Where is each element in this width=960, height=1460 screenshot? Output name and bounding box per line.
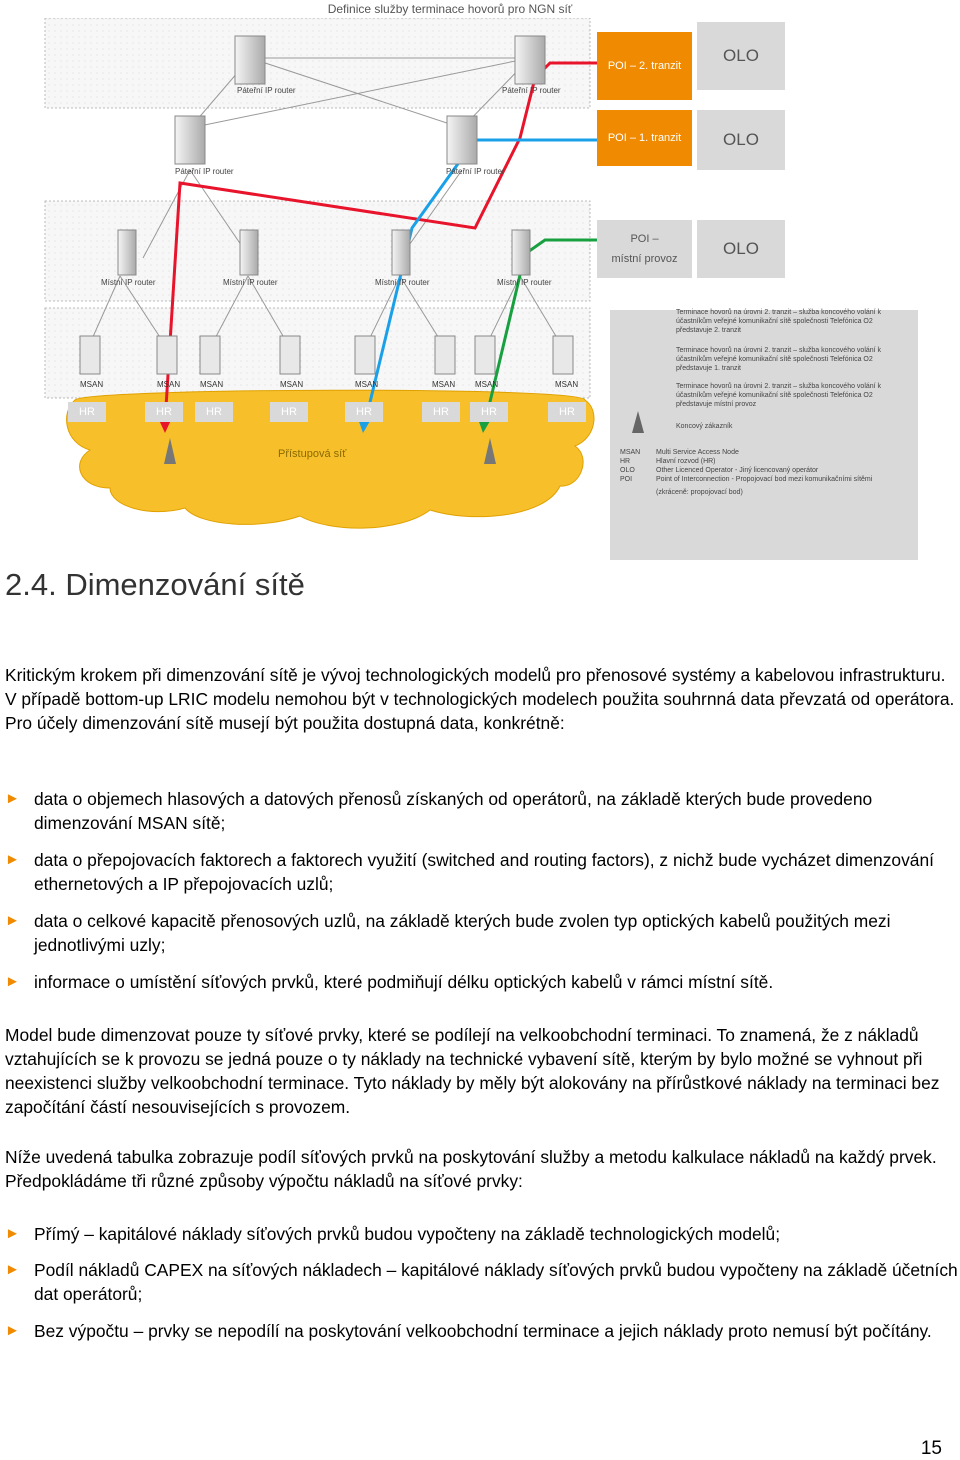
paragraph-1: Kritickým krokem při dimenzování sítě je vývoj technologických modelů pro přenosové systémy a kabelovou infrastrukturu. V případě bottom-up LRIC modelu nemohou být v technologických modelech použita souhrnná data převzatá od operátora. Pro účely dimenzování sítě musejí být použita dostupná data, konkrétně: (5, 665, 955, 733)
abbr-hr-meaning: Hlavní rozvod (HR) (656, 458, 716, 465)
core-router-label: Páteřní IP router (237, 86, 296, 95)
hr-box: HR (68, 402, 106, 422)
network-diagram (0, 18, 960, 548)
local-router-label: Místní IP router (375, 278, 430, 287)
hr-box: HR (470, 402, 508, 422)
hr-box: HR (270, 402, 308, 422)
list-item-text: data o celkové kapacitě přenosových uzlů, na základě kterých bude zvolen typ optických kabelů použitých mezi jednotlivými uzly; (34, 911, 891, 955)
abbr-poi-meaning: Point of Interconnection - Propojovací bod mezi komunikačními sítěmi (656, 476, 873, 483)
list-item-text: Podíl nákladů CAPEX na síťových nákladech – kapitálové náklady síťových prvků budou vypočteny na základě účetních dat operátorů; (34, 1260, 958, 1304)
bullet-arrow-icon: ► (5, 851, 20, 868)
core-router-label: Páteřní IP router (502, 86, 561, 95)
poi-2-transit-box: POI – 2. tranzit (597, 32, 692, 100)
olo-box: OLO (697, 22, 785, 90)
list-item-text: Bez výpočtu – prvky se nepodílí na poskytování velkoobchodní terminace a jejich náklady proto nemusí být počítány. (34, 1321, 932, 1341)
poi-1-transit-box: POI – 1. tranzit (597, 110, 692, 166)
msan-label: MSAN (555, 380, 579, 389)
core-router-label: Páteřní IP router (446, 167, 505, 176)
legend-item-red: Terminace hovorů na úrovni 2. tranzit – služba koncového volání k účastníkům veřejné komunikační sítě společnosti Telefónica O2 představuje 2. tranzit (676, 309, 882, 334)
legend-item-blue: Terminace hovorů na úrovni 2. tranzit – služba koncového volání k účastníkům veřejné komunikační sítě společnosti Telefónica O2 představuje 1. tranzit (676, 347, 882, 372)
hr-box: HR (145, 402, 183, 422)
abbr-msan: MSAN (620, 449, 641, 456)
bullet-arrow-icon: ► (5, 790, 20, 807)
olo-box: OLO (697, 220, 785, 278)
msan-label: MSAN (157, 380, 181, 389)
msan-label: MSAN (475, 380, 499, 389)
bullet-arrow-icon: ► (5, 912, 20, 929)
msan-label: MSAN (280, 380, 304, 389)
abbr-olo: OLO (620, 467, 635, 474)
abbr-msan-meaning: Multi Service Access Node (656, 449, 739, 456)
poi-local-line1: POI – (630, 233, 659, 245)
hr-box: HR (548, 402, 586, 422)
list-item-text: data o objemech hlasových a datových přenosů získaných od operátorů, na základě kterých bude provedeno dimenzování MSAN sítě; (34, 789, 873, 833)
end-customer-label: Koncový zákazník (676, 423, 733, 430)
core-router-label: Páteřní IP router (175, 167, 234, 176)
msan-label: MSAN (355, 380, 379, 389)
access-network-label: Přístupová síť (278, 448, 347, 460)
paragraph-3: Níže uvedená tabulka zobrazuje podíl síťových prvků na poskytování služby a metodu kalkulace nákladů na každý prvek. Předpokládáme tři různé způsoby výpočtu nákladů na síťové prvky: (5, 1147, 937, 1191)
msan-label: MSAN (432, 380, 456, 389)
local-router-label: Místní IP router (101, 278, 156, 287)
local-router-label: Místní IP router (223, 278, 278, 287)
local-router-label: Místní IP router (497, 278, 552, 287)
legend-item-green: Terminace hovorů na úrovni 2. tranzit – služba koncového volání k účastníkům veřejné komunikační sítě společnosti Telefónica O2 představuje místní provoz (676, 383, 882, 408)
page-header: Definice služby terminace hovorů pro NGN síť (327, 2, 573, 16)
hr-box: HR (422, 402, 460, 422)
bullet-arrow-icon: ► (5, 973, 20, 990)
abbr-poi: POI (620, 476, 633, 483)
msan-label: MSAN (200, 380, 224, 389)
bullet-arrow-icon: ► (5, 1261, 20, 1278)
paragraph-2: Model bude dimenzovat pouze ty síťové prvky, které se podílejí na velkoobchodní terminaci. To znamená, že z nákladů vztahujících se k provozu se jedná pouze o ty náklady na technické vybavení sítě, kterým by bylo možné se vyhnout při neexistenci služby velkoobchodní terminace. Tyto náklady by měly být alokovány na přírůstkové náklady na terminaci bez započítání částí nesouvisejících s provozem. (5, 1025, 940, 1117)
customer-icon (632, 411, 644, 433)
poi-local-box (597, 220, 692, 278)
olo-box: OLO (697, 110, 785, 170)
hr-box: HR (345, 402, 383, 422)
abbr-hr: HR (620, 458, 631, 465)
diagram-legend (610, 310, 918, 560)
abbr-olo-meaning: Other Licenced Operator - Jiný licencovaný operátor (656, 467, 819, 474)
abbr-note: (zkráceně: propojovací bod) (656, 489, 743, 496)
list-item-text: Přímý – kapitálové náklady síťových prvků budou vypočteny na základě technologických modelů; (34, 1224, 781, 1244)
list-item-text: informace o umístění síťových prvků, které podmiňují délku optických kabelů v rámci místní sítě. (34, 972, 774, 992)
poi-local-line2: místní provoz (611, 253, 678, 265)
bullet-arrow-icon: ► (5, 1225, 20, 1242)
section-heading: 2.4. Dimenzování sítě (5, 567, 305, 602)
msan-label: MSAN (80, 380, 104, 389)
hr-box: HR (195, 402, 233, 422)
list-item-text: data o přepojovacích faktorech a faktorech využití (switched and routing factors), z nichž bude vycházet dimenzování ethernetových a IP přepojovacích uzlů; (34, 850, 934, 894)
page-number: 15 (920, 1438, 942, 1459)
bullet-arrow-icon: ► (5, 1322, 20, 1339)
